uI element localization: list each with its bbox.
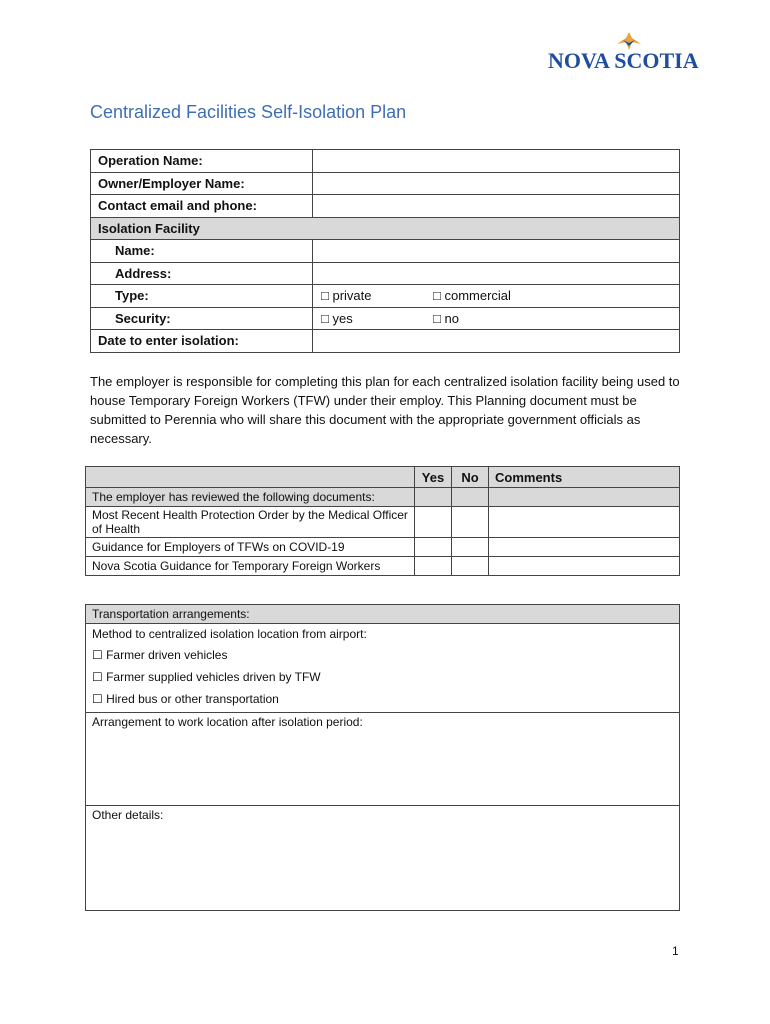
security-yes-checkbox[interactable]: □ yes xyxy=(321,310,353,326)
facility-name-label: Name: xyxy=(91,240,313,263)
facility-security-label: Security: xyxy=(91,307,313,330)
contact-field[interactable] xyxy=(313,195,680,218)
tfw-driven-checkbox[interactable]: ☐ Farmer supplied vehicles driven by TFW xyxy=(92,670,321,684)
facility-name-field[interactable] xyxy=(313,240,680,263)
work-arrangement-field[interactable] xyxy=(86,713,680,806)
transportation-table xyxy=(85,604,680,911)
docs-header-blank xyxy=(86,467,415,488)
doc-row-comments-cell[interactable] xyxy=(489,557,680,576)
subheader-comments-cell xyxy=(489,488,680,507)
facility-security-options xyxy=(313,307,680,330)
facility-address-label: Address: xyxy=(91,262,313,285)
intro-paragraph: The employer is responsible for completing this plan for each centralized isolation facility being used to house Temporary Foreign Workers (TFW) under their employ. This Planning document must be submitted to Perennia who will share this document with the appropriate government officials as necessary. xyxy=(90,374,680,446)
doc-row-no-cell[interactable] xyxy=(452,557,489,576)
owner-employer-field[interactable] xyxy=(313,172,680,195)
facility-address-field[interactable] xyxy=(313,262,680,285)
type-commercial-checkbox[interactable]: □ commercial xyxy=(433,288,511,303)
hired-bus-checkbox[interactable]: ☐ Hired bus or other transportation xyxy=(92,692,279,706)
doc-row-no-cell[interactable] xyxy=(452,538,489,557)
operation-name-label: Operation Name: xyxy=(91,150,313,173)
docs-subheader: The employer has reviewed the following documents: xyxy=(86,488,415,507)
transportation-section-header: Transportation arrangements: xyxy=(86,605,680,624)
subheader-no-cell xyxy=(452,488,489,507)
doc-row-comments-cell[interactable] xyxy=(489,507,680,538)
comments-column-header: Comments xyxy=(489,467,680,488)
doc-row-yes-cell[interactable] xyxy=(415,507,452,538)
doc-row-label: Most Recent Health Protection Order by the Medical Officer of Health xyxy=(86,507,415,538)
transport-method-label: Method to centralized isolation location from airport: xyxy=(92,627,367,641)
operation-name-field[interactable] xyxy=(313,150,680,173)
doc-row-yes-cell[interactable] xyxy=(415,557,452,576)
doc-row-label: Guidance for Employers of TFWs on COVID-19 xyxy=(86,538,415,557)
doc-row-label: Nova Scotia Guidance for Temporary Foreign Workers xyxy=(86,557,415,576)
facility-type-label: Type: xyxy=(91,285,313,308)
transport-method-cell xyxy=(86,624,680,713)
no-column-header: No xyxy=(452,467,489,488)
subheader-yes-cell xyxy=(415,488,452,507)
nova-scotia-logo xyxy=(548,30,708,72)
doc-row-comments-cell[interactable] xyxy=(489,538,680,557)
other-details-field[interactable] xyxy=(86,806,680,911)
page-title: Centralized Facilities Self-Isolation Plan xyxy=(90,102,407,122)
security-no-checkbox[interactable]: □ no xyxy=(433,310,459,326)
doc-row-yes-cell[interactable] xyxy=(415,538,452,557)
type-private-checkbox[interactable]: □ private xyxy=(321,288,372,303)
other-details-label: Other details: xyxy=(92,808,164,822)
yes-column-header: Yes xyxy=(415,467,452,488)
isolation-facility-section: Isolation Facility xyxy=(91,217,680,240)
work-arrangement-label: Arrangement to work location after isolation period: xyxy=(92,715,363,729)
owner-employer-label: Owner/Employer Name: xyxy=(91,172,313,195)
documents-review-table xyxy=(85,466,680,576)
page-number: 1 xyxy=(672,944,679,958)
facility-type-options xyxy=(313,285,680,308)
contact-label: Contact email and phone: xyxy=(91,195,313,218)
isolation-date-field[interactable] xyxy=(313,330,680,353)
doc-row-no-cell[interactable] xyxy=(452,507,489,538)
operation-info-table xyxy=(90,149,680,353)
isolation-date-label: Date to enter isolation: xyxy=(91,330,313,353)
farmer-driven-checkbox[interactable]: ☐ Farmer driven vehicles xyxy=(92,648,228,662)
logo-text: NOVA SCOTIA xyxy=(548,48,699,73)
